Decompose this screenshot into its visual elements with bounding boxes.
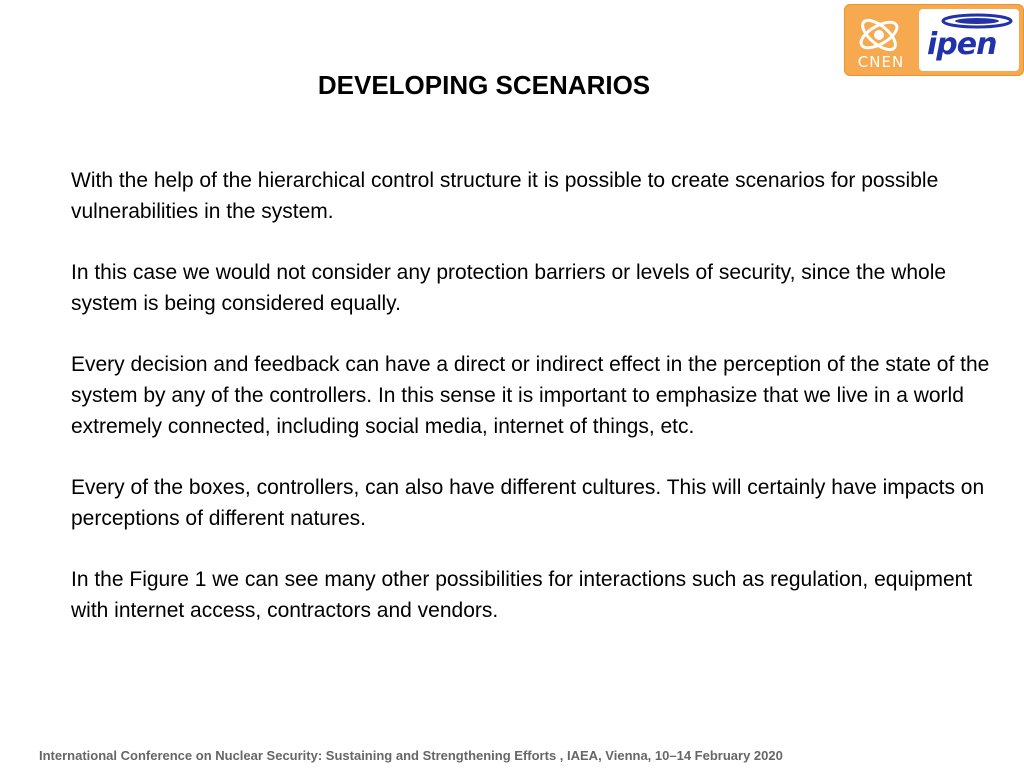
paragraph-figure-reference: In the Figure 1 we can see many other possibilities for interactions such as regulation, equipment with internet access, contractors and vendors. (71, 568, 973, 622)
logo-banner (844, 4, 1024, 76)
slide-body (71, 165, 1001, 656)
slide-title: DEVELOPING SCENARIOS (317, 70, 651, 100)
footer-conference-text: International Conference on Nuclear Security: Sustaining and Strengthening Efforts , IAEA, Vienna, 10–14 February 2020 (39, 748, 783, 763)
paragraph-protection-barriers: In this case we would not consider any protection barriers or levels of security, since the whole system is being considered equally. (71, 261, 947, 315)
ipen-logo (919, 9, 1019, 71)
ipen-logo-text: ipen (927, 27, 997, 62)
paragraph-decision-feedback: Every decision and feedback can have a direct or indirect effect in the perception of the state of the system by any of the controllers. In this sense it is important to emphasize that we live in a world extremely connected, including social media, internet of things, etc. (71, 353, 990, 438)
cnen-logo-text: CNEN (857, 53, 905, 71)
paragraph-hierarchical-control: With the help of the hierarchical control structure it is possible to create scenarios for possible vulnerabilities in the system. (71, 169, 939, 223)
paragraph-cultures: Every of the boxes, controllers, can also have different cultures. This will certainly have impacts on perceptions of different natures. (71, 476, 985, 530)
